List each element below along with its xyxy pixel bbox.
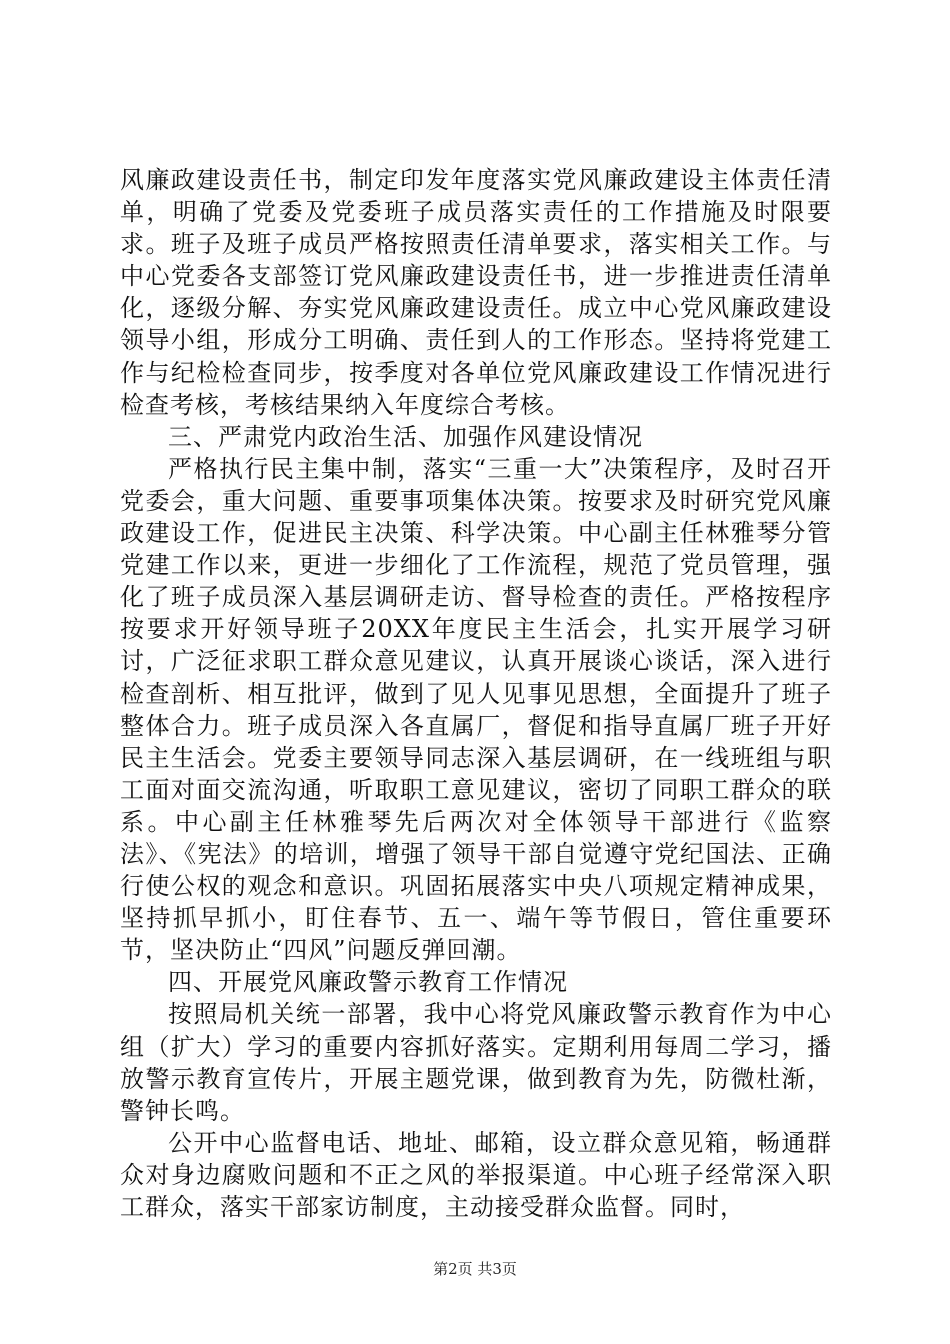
page-number: 第2页 共3页 [433,1260,517,1278]
document-body [120,164,832,1223]
paragraph: 按照局机关统一部署，我中心将党风廉政警示教育作为中心组（扩大）学习的重要内容抓好落实。定期利用每周二学习，播放警示教育宣传片，开展主题党课，做到教育为先，防微杜渐，警钟长鸣。 [120,1000,832,1125]
paragraph: 公开中心监督电话、地址、邮箱，设立群众意见箱，畅通群众对身边腐败问题和不正之风的举报渠道。中心班子经常深入职工群众，落实干部家访制度，主动接受群众监督。同时， [120,1128,832,1221]
section-heading: 三、严肃党内政治生活、加强作风建设情况 [168,422,643,451]
paragraph: 严格执行民主集中制，落实“三重一大”决策程序，及时召开党委会，重大问题、重要事项集体决策。按要求及时研究党风廉政建设工作，促进民主决策、科学决策。中心副主任林雅琴分管党建工作以来，更进一步细化了工作流程，规范了党员管理，强化了班子成员深入基层调研走访、督导检查的责任。严格按程序按要求开好领导班子20XX年度民主生活会，扎实开展学习研讨，广泛征求职工群众意见建议，认真开展谈心谈话，深入进行检查剖析、相互批评，做到了见人见事见思想，全面提升了班子整体合力。班子成员深入各直属厂，督促和指导直属厂班子开好民主生活会。党委主要领导同志深入基层调研，在一线班组与职工面对面交流沟通，听取职工意见建议，密切了同职工群众的联系。中心副主任林雅琴先后两次对全体领导干部进行《监察法》、《宪法》的培训，增强了领导干部自觉遵守党纪国法、正确行使公权的观念和意识。巩固拓展落实中央八项规定精神成果，坚持抓早抓小，盯住春节、五一、端午等节假日，管住重要环节，坚决防止“四风”问题反弹回潮。 [120,454,832,965]
section-heading: 四、开展党风廉政警示教育工作情况 [168,968,568,997]
paragraph: 风廉政建设责任书，制定印发年度落实党风廉政建设主体责任清单，明确了党委及党委班子成员落实责任的工作措施及时限要求。班子及班子成员严格按照责任清单要求，落实相关工作。与中心党委各支部签订党风廉政建设责任书，进一步推进责任清单化，逐级分解、夯实党风廉政建设责任。成立中心党风廉政建设领导小组，形成分工明确、责任到人的工作形态。坚持将党建工作与纪检检查同步，按季度对各单位党风廉政建设工作情况进行检查考核，考核结果纳入年度综合考核。 [120,166,832,419]
